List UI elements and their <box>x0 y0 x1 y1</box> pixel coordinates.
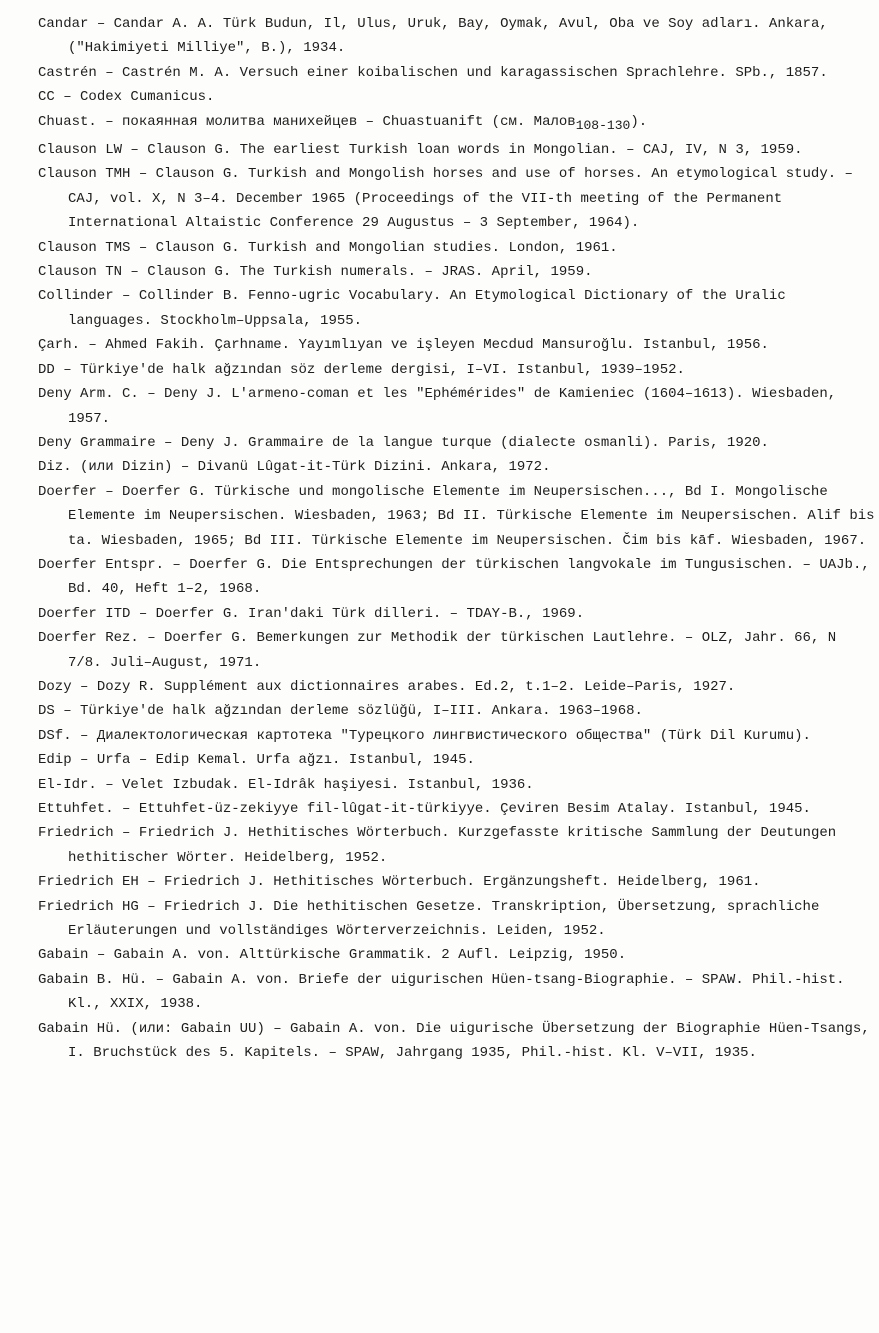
entry-text: – Urfa – Edip Kemal. Urfa ağzı. Istanbul, 1945. <box>71 752 475 769</box>
entry-abbreviation: Edip <box>38 752 72 769</box>
entry-text: – Clauson G. The earliest Turkish loan words in Mongolian. – CAJ, IV, N 3, 1959. <box>122 142 803 159</box>
bibliography-entry <box>38 138 876 162</box>
entry-abbreviation: Dozy <box>38 678 72 695</box>
bibliography-entry <box>38 821 876 870</box>
bibliography-entry <box>38 236 876 260</box>
entry-abbreviation: Doerfer ITD <box>38 605 131 622</box>
entry-text: – Friedrich J. Hethitisches Wörterbuch. Ergänzungsheft. Heidelberg, 1961. <box>138 874 761 891</box>
entry-text: – Dozy R. Supplément aux dictionnaires arabes. Ed.2, t.1–2. Leide–Paris, 1927. <box>71 678 736 695</box>
entry-abbreviation: DS <box>38 703 55 720</box>
entry-text: – Friedrich J. Hethitisches Wörterbuch. Kurzgefasste kritische Sammlung der Deutungen hethitischer Wörter. Heidelberg, 1952. <box>68 825 837 866</box>
bibliography-entry <box>38 895 876 944</box>
entry-text: – Clauson G. Turkish and Mongolian studies. London, 1961. <box>130 239 618 256</box>
bibliography-entry <box>38 284 876 333</box>
entry-abbreviation: DD <box>38 361 55 378</box>
entry-text: – Velet Izbudak. El-Idrâk haşiyesi. Istanbul, 1936. <box>96 776 534 793</box>
bibliography-entry <box>38 382 876 431</box>
entry-abbreviation: Doerfer Rez. <box>38 630 139 647</box>
entry-abbreviation: Friedrich EH <box>38 874 139 891</box>
entry-text-tail: ). <box>630 113 648 130</box>
bibliography-entry <box>38 748 876 772</box>
entry-text: – Диалектологическая картотека "Турецкого лингвистического общества" (Türk Dil Kurumu). <box>71 727 811 744</box>
entry-abbreviation: Doerfer Entspr. <box>38 556 165 573</box>
bibliography-entry <box>38 602 876 626</box>
bibliography-entry <box>38 870 876 894</box>
entry-text: – Türkiye'de halk ağzından söz derleme dergisi, I–VI. Istanbul, 1939–1952. <box>54 361 685 378</box>
bibliography-entry <box>38 773 876 797</box>
entry-text: – Codex Cumanicus. <box>54 89 215 106</box>
bibliography-entry <box>38 358 876 382</box>
bibliography-entry <box>38 333 876 357</box>
bibliography-entry <box>38 968 876 1017</box>
entry-text: – Gabain A. von. Briefe der uigurischen Hüen-tsang-Biographie. – SPAW. Phil.-hist. Kl., XXIX, 1938. <box>68 971 845 1013</box>
entry-abbreviation: Gabain Hü. <box>38 1020 123 1037</box>
entry-abbreviation: Friedrich <box>38 825 114 842</box>
bibliography-entry <box>38 675 876 699</box>
entry-abbreviation: Chuast. <box>38 113 97 130</box>
entry-abbreviation: Clauson LW <box>38 142 123 159</box>
bibliography-entry <box>38 455 876 479</box>
bibliography-entry <box>38 943 876 967</box>
entry-abbreviation: Candar <box>38 16 89 32</box>
bibliography-entry <box>38 162 876 235</box>
bibliography-entry <box>38 480 876 553</box>
entry-text: (или: Gabain UU) – Gabain A. von. Die uigurische Übersetzung der Biographie Hüen-Tsangs, I. Bruchstück des 5. Kapitels. – SPAW, Jahrgang 1935, Phil.-hist. Kl. V–VII, 1935. <box>68 1020 870 1062</box>
bibliography-entry <box>38 626 876 675</box>
entry-text: – Doerfer G. Bemerkungen zur Methodik der türkischen Lautlehre. – OLZ, Jahr. 66, N 7/8. Juli–August, 1971. <box>68 630 837 671</box>
entry-abbreviation: Deny Arm. C. <box>38 386 139 403</box>
entry-text: (или Dizin) – Divanü Lûgat-it-Türk Dizini. Ankara, 1972. <box>71 459 551 476</box>
bibliography-entry <box>38 110 876 138</box>
entry-abbreviation: Ettuhfet. <box>38 801 114 817</box>
entry-text: – Doerfer G. Die Entsprechungen der türkischen langvokale im Tungusischen. – UAJb., Bd. 40, Heft 1–2, 1968. <box>68 556 870 598</box>
entry-text: – Ettuhfet-üz-zekiyye fil-lûgat-it-türkiyye. Çeviren Besim Atalay. Istanbul, 1945. <box>113 801 811 817</box>
entry-text: – Türkiye'de halk ağzından derleme sözlüğü, I–III. Ankara. 1963–1968. <box>54 703 643 720</box>
entry-text: – Gabain A. von. Alttürkische Grammatik. 2 Aufl. Leipzig, 1950. <box>88 947 627 964</box>
bibliography-entry <box>38 553 876 602</box>
bibliography-entry <box>38 724 876 748</box>
entry-abbreviation: Gabain <box>38 947 89 964</box>
entry-abbreviation: DSf. <box>38 727 72 744</box>
bibliography-entry <box>38 260 876 284</box>
entry-abbreviation: Clauson TMS <box>38 239 131 256</box>
bibliography-entry <box>38 1017 876 1066</box>
bibliography-list <box>38 12 876 1065</box>
bibliography-entry <box>38 797 876 821</box>
entry-abbreviation: Çarh. <box>38 337 81 354</box>
entry-abbreviation: Clauson TMH <box>38 166 131 183</box>
entry-abbreviation: Collinder <box>38 288 114 305</box>
bibliography-entry <box>38 12 876 61</box>
entry-text: – Friedrich J. Die hethitischen Gesetze. Transkription, Übersetzung, sprachliche Erläuterungen und vollständiges Wörterverzeichnis. Leiden, 1952. <box>68 898 820 940</box>
entry-page-range: 108-130 <box>575 117 631 133</box>
entry-abbreviation: Doerfer <box>38 483 97 500</box>
entry-abbreviation: Gabain B. Hü. <box>38 971 148 988</box>
entry-text: – Castrén M. A. Versuch einer koibalischen und karagassischen Sprachlehre. SPb., 1857. <box>96 64 828 81</box>
bibliography-entry <box>38 85 876 109</box>
bibliography-entry <box>38 699 876 723</box>
entry-text: – Ahmed Fakih. Çarhname. Yayımlıyan ve işleyen Mecdud Mansuroğlu. Istanbul, 1956. <box>80 337 769 354</box>
entry-abbreviation: Castrén <box>38 64 97 81</box>
entry-abbreviation: El-Idr. <box>38 776 97 793</box>
entry-text: – покаянная молитва манихейцев – Chuastuanift (см. Малов <box>96 113 576 130</box>
entry-text: – Doerfer G. Iran'daki Türk dilleri. – TDAY-B., 1969. <box>130 605 585 622</box>
entry-text: – Collinder B. Fenno-ugric Vocabulary. An Etymological Dictionary of the Uralic languages. Stockholm–Uppsala, 1955. <box>68 288 786 329</box>
entry-text: – Deny J. Grammaire de la langue turque (dialecte osmanli). Paris, 1920. <box>155 434 769 451</box>
entry-text: – Deny J. L'armeno-coman et les "Ephémérides" de Kamieniec (1604–1613). Wiesbaden, 1957. <box>68 386 837 427</box>
entry-abbreviation: Clauson TN <box>38 264 123 281</box>
entry-text: – Doerfer G. Türkische und mongolische Elemente im Neupersischen..., Bd I. Mongolische Elemente im Neupersischen. Wiesbaden, 1963; Bd II. Türkische Elemente im Neupersischen. Alif bis ta. Wiesbaden, 1965; Bd III. Türkische Elemente im Neupersischen. Čim bis kāf. Wiesbaden, 1967. <box>68 483 875 549</box>
entry-abbreviation: CC <box>38 89 55 106</box>
entry-abbreviation: Deny Grammaire <box>38 434 156 451</box>
entry-text: – Candar A. A. Türk Budun, Il, Ulus, Uruk, Bay, Oymak, Avul, Oba ve Soy adları. Ankara, ("Hakimiyeti Milliye", B.), 1934. <box>68 16 828 57</box>
entry-text: – Clauson G. Turkish and Mongolish horses and use of horses. An etymological study. – CAJ, vol. X, N 3–4. December 1965 (Proceedings of the VII-th meeting of the Permanent International Altaistic Conference 29 Augustus – 3 September, 1964). <box>68 166 853 232</box>
bibliography-entry <box>38 431 876 455</box>
entry-abbreviation: Friedrich HG <box>38 898 139 915</box>
bibliography-entry <box>38 61 876 85</box>
entry-text: – Clauson G. The Turkish numerals. – JRAS. April, 1959. <box>122 264 593 281</box>
entry-abbreviation: Diz. <box>38 459 72 476</box>
